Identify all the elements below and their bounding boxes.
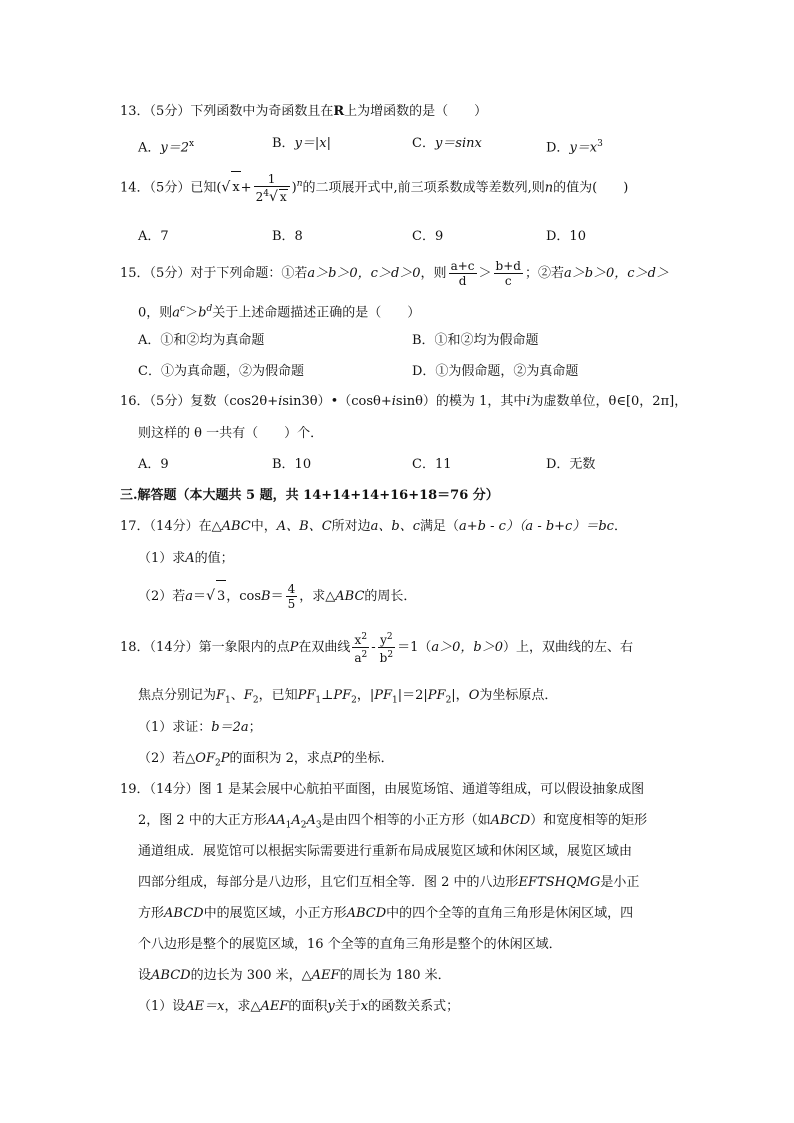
q15-fraction-2: $\frac{b+d}{c}$ (495, 259, 521, 288)
q16-option-c: C．11 (412, 457, 452, 472)
q16-stem-line1: 16．（5分）复数（cos2θ+isin3θ）•（cosθ+isinθ）的模为 1，其中i为虚数单位，θ∈[0，2π]， (120, 394, 688, 409)
q19-part-1: （1）设AE＝x，求△AEF的面积y关于x的函数关系式； (138, 999, 460, 1014)
q15-option-b: B．①和②均为假命题 (412, 333, 539, 348)
q19-line-4: 四部分组成，每部分是八边形，且它们互相全等．图 2 中的八边形EFTSHQMG是小正 (138, 875, 640, 890)
q14-fraction: $\frac{1}{2^4√ x}$ (254, 172, 290, 204)
q16-option-a: A．9 (138, 457, 169, 472)
q19-line-5: 方形ABCD中的展览区域，小正方形ABCD中的四个全等的直角三角形是休闲区域，四 (138, 906, 634, 921)
q16-option-d: D．无数 (546, 457, 596, 472)
q13-option-d: D．$y=x^3$ (546, 139, 603, 156)
q16-stem-line2: 则这样的 θ 一共有（ ）个． (138, 426, 324, 441)
q14-option-a: A．7 (138, 229, 169, 244)
q18-stem-line1: 18．（14分）第一象限内的点P在双曲线 $\frac{x^2}{a^2}$ - $\frac{y^2}{b^2}$ ＝1（a＞0，b＞0）上，双曲线的左、右 (120, 632, 633, 665)
sqrt-x: x (231, 171, 240, 204)
q17-fraction: $\frac{4}{5}$ (287, 582, 296, 611)
q13-stem: 13．（5分）下列函数中为奇函数且在R上为增函数的是（ ） (120, 104, 488, 119)
q14-option-c: C．9 (412, 229, 444, 244)
q14-stem: 14．（5分）已知(√ x+ $\frac{1}{2^4√ x}$ )$^n$的二项展开式中,前三项系数成等差数列,则n的值为( ) (120, 171, 629, 205)
q19-line-3: 通道组成．展览馆可以根据实际需要进行重新布局成展览区域和休闲区域，展览区域由 (138, 844, 633, 859)
q19-line-1: 19．（14分）图 1 是某会展中心航拍平面图，由展览场馆、通道等组成，可以假设抽象成图 (120, 782, 645, 797)
q14-option-d: D．10 (546, 229, 586, 244)
sqrt-3: 3 (216, 580, 226, 613)
q19-line-2: 2，图 2 中的大正方形$AA_1A_2A_3$是由四个相等的小正方形（如ABCD）和宽度相等的矩形 (138, 813, 648, 831)
q15-option-c: C．①为真命题，②为假命题 (138, 364, 304, 379)
set-R: R (333, 104, 345, 119)
q15-fraction-1: $\frac{a+c}{d}$ (450, 259, 475, 288)
q19-line-7: 设ABCD的边长为 300 米，△AEF的周长为 180 米． (138, 968, 451, 983)
q16-option-b: B．10 (272, 457, 312, 472)
q15-stem-line2: 0，则$a^c>b^d$关于上述命题描述正确的是（ ） (138, 304, 421, 321)
q18-stem-line2: 焦点分别记为$F_1$、$F_2$，已知$PF_1\perp PF_2$，$|PF_1|=2|PF_2|$，O为坐标原点． (138, 688, 558, 706)
q19-line-6: 个八边形是整个的展览区域，16 个全等的直角三角形是整个的休闲区域． (138, 937, 562, 952)
q18-fraction-x: $\frac{x^2}{a^2}$ (354, 632, 368, 665)
q15-option-d: D．①为假命题，②为真命题 (412, 364, 579, 379)
q13-option-c: C．y＝sinx (412, 136, 482, 151)
q13-option-b: B．y＝|x| (272, 136, 331, 151)
q17-stem: 17．（14分）在△ABC中，A、B、C所对边a、b、c满足（a+b - c）（a - b+c）＝bc． (120, 519, 627, 534)
q18-part-2: （2）若$\triangle OF_2P$的面积为 2，求点P的坐标． (138, 751, 394, 769)
q17-part-2: （2）若a＝√ 3，cosB＝ $\frac{4}{5}$ ，求△ABC的周长． (138, 582, 417, 611)
q15-stem-line1: 15．（5分）对于下列命题：①若a＞b＞0，c＞d＞0，则 $\frac{a+c}{d}$ ＞ $\frac{b+d}{c}$ ；②若a＞b＞0，c＞d＞ (120, 259, 669, 288)
q14-option-b: B．8 (272, 229, 303, 244)
section-3-heading: 三.解答题（本大题共 5 题，共 14+14+14+16+18＝76 分） (120, 488, 499, 503)
q18-part-1: （1）求证：b＝2a； (138, 720, 262, 735)
q15-option-a: A．①和②均为真命题 (138, 333, 265, 348)
q17-part-1: （1）求A的值； (138, 551, 234, 566)
q13-option-a: A．$y=2^x$ (138, 139, 195, 156)
q18-fraction-y: $\frac{y^2}{b^2}$ (379, 632, 394, 665)
